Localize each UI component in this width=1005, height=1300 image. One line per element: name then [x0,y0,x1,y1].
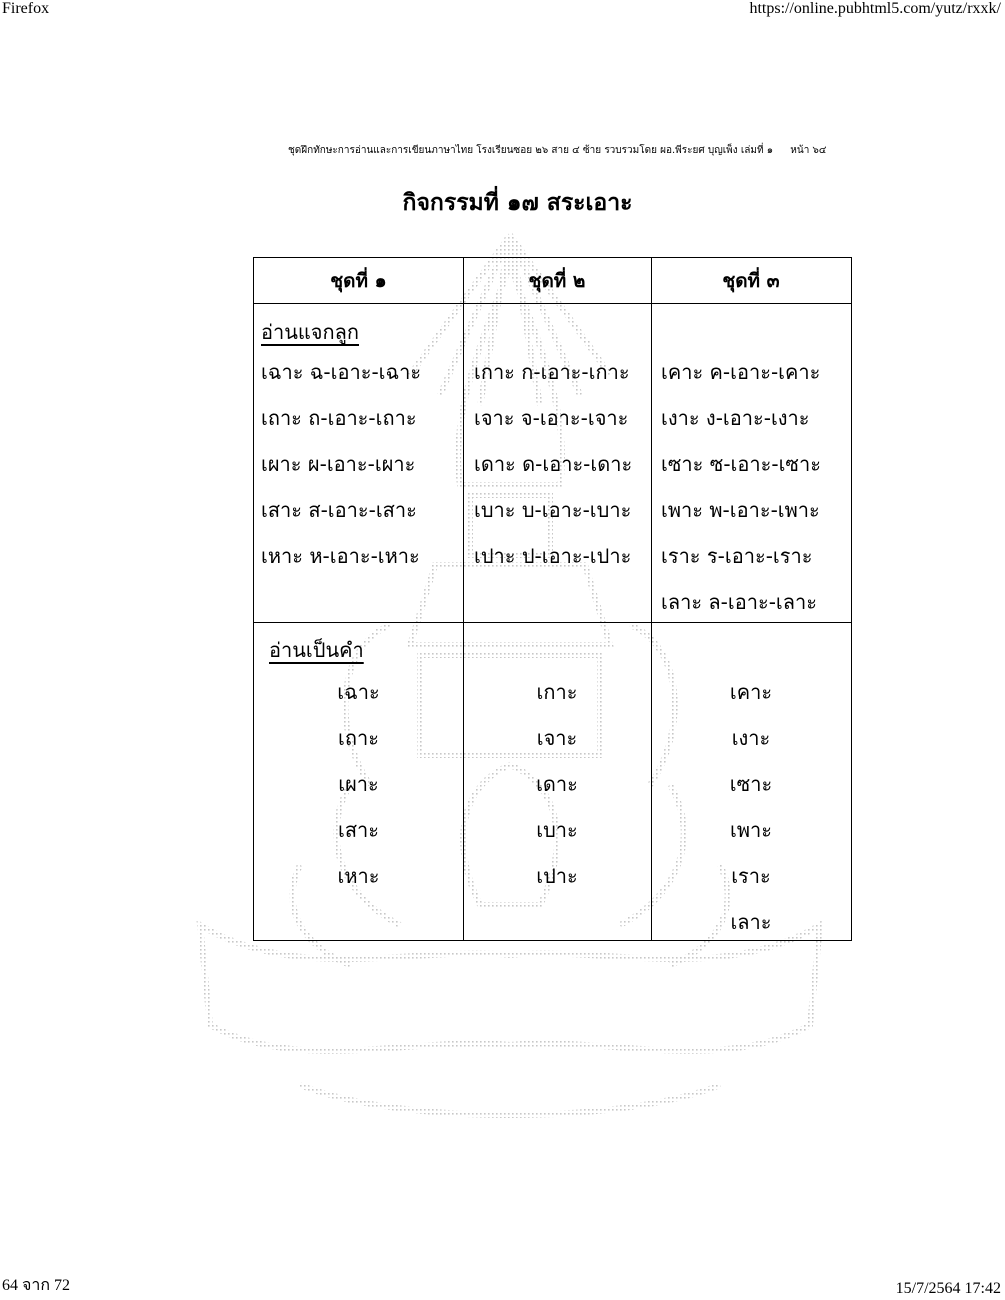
spelling-row: เราะ ร-เอาะ-เราะ [661,544,813,568]
word-item: เผาะ [338,772,379,796]
word-item: เดาะ [536,772,578,796]
word-item: เสาะ [337,818,379,842]
spelling-row: เปาะ ป-เอาะ-เปาะ [474,544,632,568]
word-item: เจาะ [536,726,578,750]
print-datetime: 15/7/2564 17:42 [895,1280,1001,1297]
word-item: เงาะ [731,726,771,750]
spelling-row: เถาะ ถ-เอาะ-เถาะ [261,406,417,430]
spelling-row: เซาะ ซ-เอาะ-เซาะ [661,452,821,476]
word-item: เพาะ [730,818,772,842]
spelling-row: เจาะ จ-เอาะ-เจาะ [474,406,629,430]
spelling-row: เพาะ พ-เอาะ-เพาะ [661,498,820,522]
spelling-row: เคาะ ค-เอาะ-เคาะ [661,360,821,384]
column-header-set-3: ชุดที่ ๓ [722,270,780,292]
spelling-row: เผาะ ผ-เอาะ-เผาะ [261,452,416,476]
spelling-row: เลาะ ล-เอาะ-เลาะ [661,590,817,614]
page-url: https://online.pubhtml5.com/yutz/rxxk/ [749,0,1001,17]
document-page-label: หน้า ๖๔ [790,145,827,156]
word-item: เฉาะ [337,680,380,704]
running-header [288,143,826,158]
word-item: เลาะ [730,910,772,934]
column-header-set-2: ชุดที่ ๒ [528,270,586,292]
section-label-words: อ่านเป็นคำ [269,638,364,662]
word-item: เปาะ [536,864,578,888]
word-item: เกาะ [536,680,578,704]
browser-app-name: Firefox [2,0,50,17]
section-divider [254,622,851,623]
word-item: เบาะ [536,818,578,842]
word-item: เซาะ [729,772,773,796]
spelling-row: เหาะ ห-เอาะ-เหาะ [261,544,420,568]
column-header-set-1: ชุดที่ ๑ [330,270,387,292]
section-label-spelling: อ่านแจกลูก [261,320,359,344]
spelling-row: เสาะ ส-เอาะ-เสาะ [261,498,417,522]
spelling-row: เบาะ บ-เอาะ-เบาะ [474,498,632,522]
word-item: เหาะ [337,864,380,888]
page-title: กิจกรรมที่ ๑๗ สระเอาะ [402,190,633,216]
page-counter: 64 จาก 72 [2,1277,71,1294]
word-item: เถาะ [338,726,379,750]
spelling-row: เงาะ ง-เอาะ-เงาะ [661,406,810,430]
word-item: เคาะ [729,680,773,704]
word-item: เราะ [731,864,771,888]
lesson-table [253,257,852,941]
running-header-text: ชุดฝึกทักษะการอ่านและการเขียนภาษาไทย โรงเรียนซอย ๒๖ สาย ๔ ซ้าย รวบรวมโดย ผอ.พีระยศ บุญเพ็ง เล่มที่ ๑ [288,145,774,156]
spelling-row: เกาะ ก-เอาะ-เกาะ [474,360,630,384]
spelling-row: เดาะ ด-เอาะ-เดาะ [474,452,633,476]
spelling-row: เฉาะ ฉ-เอาะ-เฉาะ [261,360,422,384]
